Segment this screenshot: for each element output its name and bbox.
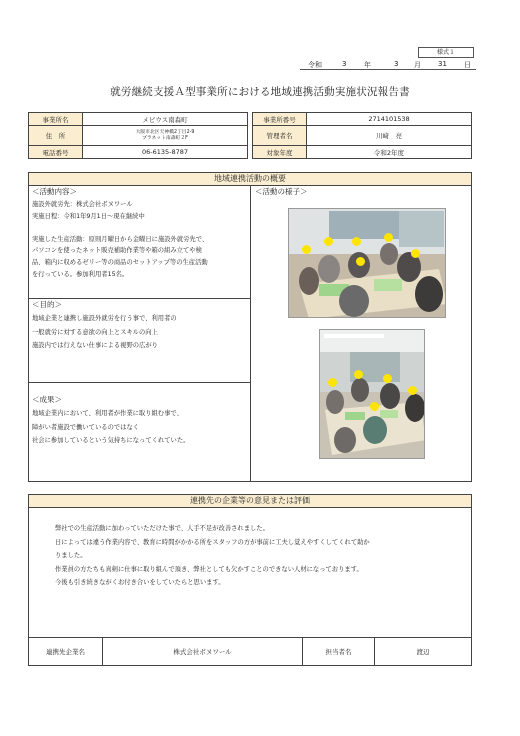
manager-label: 管理者名 xyxy=(253,126,307,146)
content-line: パソコンを使ったネット販売補助作業等や箱の組み立てや検 xyxy=(32,247,202,255)
overview-right-column xyxy=(252,186,472,482)
office-detail-table xyxy=(252,112,472,159)
evaluation-line: 日によっては違う作業内容で、教育に時間がかかる所をスタッフの方が事前に工夫し覚えやすくしてくれて助か xyxy=(55,538,370,546)
face-blur-icon xyxy=(302,245,311,254)
result-line: 障がい者施設で働いているのではなく xyxy=(32,423,140,431)
office-number-label: 事業所番号 xyxy=(253,113,307,126)
address-line-2: プラネット南森町２F xyxy=(142,135,188,141)
activity-content-box xyxy=(29,186,250,299)
manager-value: 川﨑 亮 xyxy=(307,126,472,146)
date-month: 3 xyxy=(394,60,399,68)
result-box xyxy=(29,383,250,482)
activity-scene-heading: ＜活動の様子＞ xyxy=(255,187,308,196)
fiscal-year-value: 令和2年度 xyxy=(307,146,472,159)
overview-left-column xyxy=(29,186,251,482)
content-line: 実施日程：令和1年9月1日～現在継続中 xyxy=(32,212,145,220)
evaluation-line: 弊社での生産活動に加わっていただけた事で、人手不足が改善されました。 xyxy=(55,525,269,532)
result-line: 地域企業内において、利用者が作業に取り組む事で、 xyxy=(32,410,183,417)
date-day-unit: 日 xyxy=(464,61,471,69)
evaluation-section xyxy=(28,494,472,638)
face-blur-icon xyxy=(356,257,365,266)
face-blur-icon xyxy=(383,374,392,383)
purpose-line: 施設内では行えない仕事による視野の広がり xyxy=(32,342,158,349)
content-line: を行っている。参加利用者15名。 xyxy=(32,270,129,278)
face-blur-icon xyxy=(370,402,379,411)
contact-label: 担当者名 xyxy=(303,638,375,666)
date-day: 31 xyxy=(438,60,447,68)
address-label: 住 所 xyxy=(29,126,83,146)
activity-photo-1-image xyxy=(289,209,446,318)
face-blur-icon xyxy=(354,370,363,379)
address-line-1: 大阪市北区天神橋2丁目2-9 xyxy=(135,129,195,135)
content-line: 施設外就労先：株式会社ボヌワール xyxy=(32,201,133,208)
purpose-box xyxy=(29,299,250,383)
contact-value: 渡辺 xyxy=(375,638,472,666)
date-year-unit: 年 xyxy=(364,61,371,69)
activity-photo-1 xyxy=(288,208,446,318)
activity-content-heading: ＜活動内容＞ xyxy=(32,187,77,196)
form-number-label: 様式１ xyxy=(418,47,474,58)
page-title: 就労継続支援Ａ型事業所における地域連携活動実施状況報告書 xyxy=(110,86,410,98)
face-blur-icon xyxy=(411,249,420,258)
activity-photo-2 xyxy=(319,329,425,459)
date-era: 令和 xyxy=(308,61,322,69)
date-month-unit: 月 xyxy=(414,61,421,69)
purpose-text xyxy=(32,312,247,353)
phone-value: 06-6135-8787 xyxy=(83,146,248,159)
overview-heading: 地域連携活動の概要 xyxy=(29,173,471,186)
evaluation-line: 作業員の方たちも真剣に仕事に取り組んで頂き、弊社としても欠かすことのできない人材になっております。 xyxy=(55,565,363,573)
activity-content-text xyxy=(32,199,247,280)
partner-label: 連携先企業名 xyxy=(29,638,103,666)
office-name-value: メビウス南森町 xyxy=(83,113,248,126)
overview-section xyxy=(28,172,472,482)
purpose-heading: ＜目的＞ xyxy=(32,300,62,309)
activity-photo-2-image xyxy=(320,330,425,459)
result-text xyxy=(32,407,247,448)
date-year: 3 xyxy=(342,60,347,68)
face-blur-icon xyxy=(408,386,417,395)
fiscal-year-label: 対象年度 xyxy=(253,146,307,159)
purpose-line: 一般就労に対する意欲の向上とスキルの向上 xyxy=(32,328,158,336)
address-value xyxy=(83,126,248,146)
content-line: 実施した生産活動：原則月曜日から金曜日に施設外就労先で、 xyxy=(32,235,209,243)
face-blur-icon xyxy=(384,233,393,242)
office-info-table xyxy=(28,112,248,159)
purpose-line: 地域企業と連携し施設外就労を行う事で、利用者の xyxy=(32,315,177,322)
phone-label: 電話番号 xyxy=(29,146,83,159)
content-line: 品、箱内に収めるゼリー等の商品のセットアップ等の生産活動 xyxy=(32,258,208,266)
report-date xyxy=(300,58,476,70)
result-heading: ＜成果＞ xyxy=(32,395,62,404)
evaluation-text xyxy=(55,522,370,590)
face-blur-icon xyxy=(352,237,361,246)
office-number-value: 2714101538 xyxy=(307,113,472,126)
face-blur-icon xyxy=(324,237,333,246)
partner-table xyxy=(28,637,472,666)
evaluation-line: りました。 xyxy=(55,552,87,559)
result-line: 社会に参加しているという気持ちになってくれていた。 xyxy=(32,437,190,444)
office-name-label: 事業所名 xyxy=(29,113,83,126)
evaluation-line: 今後も引き続きながくお付き合いをしていたらと思います。 xyxy=(55,579,225,586)
evaluation-heading: 連携先の企業等の意見または評価 xyxy=(29,495,471,508)
partner-value: 株式会社ボヌワール xyxy=(103,638,303,666)
face-blur-icon xyxy=(328,378,337,387)
content-line xyxy=(32,222,247,234)
